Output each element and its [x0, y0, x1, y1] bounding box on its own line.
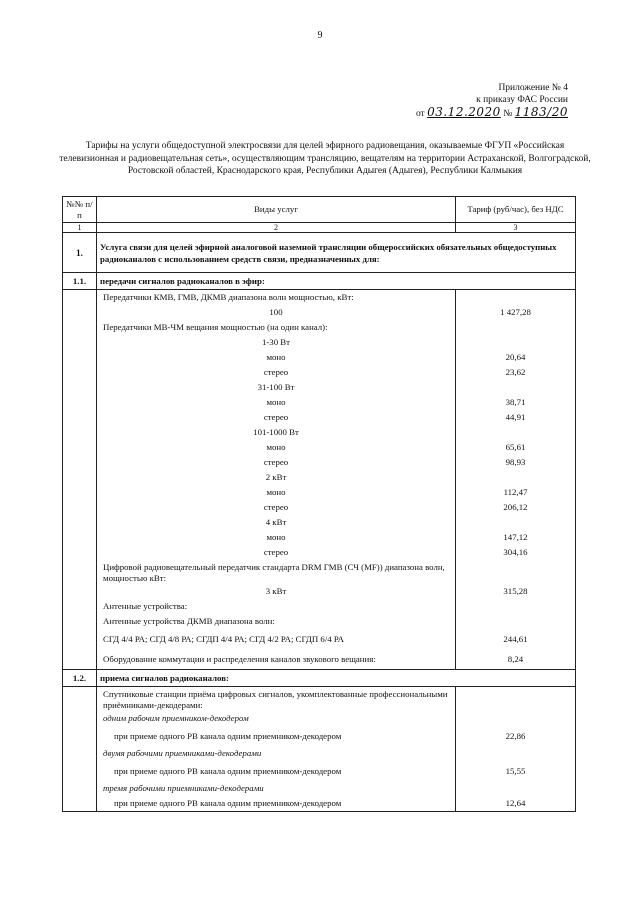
service-line [100, 515, 452, 530]
service-name: Антенные устройства ДКМВ диапазона волн: [103, 616, 275, 626]
column-index-3: 3 [456, 223, 576, 233]
annex-title: Приложение № 4 [498, 83, 568, 93]
service-name: 4 кВт [265, 517, 287, 527]
tariff-value: 20,64 [505, 352, 526, 362]
subsection-1-1-row [63, 273, 576, 290]
service-name: Цифровой радиовещательный передатчик стандарта DRM ГМВ (СЧ (MF)) диапазона волн, мощностью кВт: [103, 562, 445, 583]
tariff-value [459, 515, 572, 530]
annex-date-prefix: от [415, 109, 425, 119]
subsection-1-2-services [97, 687, 456, 812]
service-line [100, 711, 452, 726]
service-name: 2 кВт [265, 472, 287, 482]
column-index-1: 1 [63, 223, 97, 233]
tariff-value: 12,64 [505, 798, 526, 808]
service-name: при приеме одного РВ канала одним приемником-декодером [114, 766, 342, 776]
service-line [100, 485, 452, 500]
service-line [100, 350, 452, 365]
service-name: Передатчики КМВ, ГМВ, ДКМВ диапазона волн мощностью, кВт: [103, 292, 354, 302]
tariff-value [459, 711, 572, 726]
subsection-1-2-number: 1.2. [63, 670, 97, 687]
subsection-1-2-tariffs [456, 687, 576, 812]
header-service: Виды услуг [97, 197, 456, 223]
annex-date-line [368, 106, 568, 120]
tariff-value: 244,61 [503, 634, 528, 644]
tariff-value: 38,71 [505, 397, 526, 407]
service-name: СГД 4/4 РА; СГД 4/8 РА; СГДП 4/4 РА; СГД 4/2 РА; СГДП 6/4 РА [103, 634, 344, 644]
column-index-2: 2 [97, 223, 456, 233]
tariff-value: 147,12 [503, 532, 528, 542]
tariff-value: 44,91 [505, 412, 526, 422]
service-line [100, 761, 452, 781]
service-line [100, 629, 452, 649]
subsection-1-1-number: 1.1. [63, 273, 97, 290]
tariff-value: 65,61 [505, 442, 526, 452]
column-index-row [63, 223, 576, 233]
service-name: тремя рабочими приемниками-декодерами [103, 783, 264, 793]
service-name: Передатчики МВ-ЧМ вещания мощностью (на один канал): [103, 322, 328, 332]
service-line [100, 584, 452, 599]
tariff-value: 98,93 [505, 457, 526, 467]
header-tariff: Тариф (руб/час), без НДС [456, 197, 576, 223]
service-line [100, 290, 452, 305]
tariff-value [459, 470, 572, 485]
tariff-value: 304,16 [503, 547, 528, 557]
service-line [100, 380, 452, 395]
service-name: 3 кВт [265, 586, 287, 596]
tariff-value [459, 687, 572, 711]
service-name: стерео [263, 457, 289, 467]
service-line [100, 500, 452, 515]
service-name: моно [266, 352, 286, 362]
service-line [100, 440, 452, 455]
service-line [100, 395, 452, 410]
tariff-value [459, 560, 572, 584]
service-line [100, 320, 452, 335]
subsection-1-1-tariffs [456, 290, 576, 670]
tariff-value: 206,12 [503, 502, 528, 512]
service-name: двумя рабочими приемниками-декодерами [103, 748, 262, 758]
service-name: Антенные устройства: [103, 601, 188, 611]
section-1-name: Услуга связи для целей эфирной аналоговой наземной трансляции общероссийских обязательных общедоступных радиоканалов с использованием средств связи, предназначенных для: [97, 233, 576, 273]
tariff-value [459, 290, 572, 305]
service-line [100, 781, 452, 796]
service-name: 1-30 Вт [261, 337, 291, 347]
tariff-value [459, 335, 572, 350]
document-title: Тарифы на услуги общедоступной электросвязи для целей эфирного радиовещания, оказываемые ФГУП «Российская телевизионная и радиовещательная сеть», осуществляющим трансляцию, вещателям на территории Астраханской, Волгоградской, Ростовской областей, Краснодарского края, Республики Адыгея (Адыгея), Республики Калмыкия [59, 141, 591, 176]
section-1-row [63, 233, 576, 273]
tariff-value: 8,24 [507, 654, 524, 664]
service-line [100, 410, 452, 425]
service-name: стерео [263, 412, 289, 422]
service-line [100, 796, 452, 811]
service-line [100, 545, 452, 560]
service-name: стерео [263, 367, 289, 377]
service-name: стерео [263, 502, 289, 512]
tariff-table [62, 196, 576, 812]
tariff-value [459, 781, 572, 796]
service-name: при приеме одного РВ канала одним приемником-декодером [114, 731, 342, 741]
service-line [100, 470, 452, 485]
tariff-value: 22,86 [505, 731, 526, 741]
service-name: моно [266, 397, 286, 407]
annex-number-handwritten: 1183/20 [514, 105, 568, 119]
tariff-value: 1 427,28 [500, 307, 531, 317]
tariff-value: 23,62 [505, 367, 526, 377]
tariff-value [459, 320, 572, 335]
page-number: 9 [317, 30, 323, 41]
service-line [100, 305, 452, 320]
service-line [100, 530, 452, 545]
service-line [100, 726, 452, 746]
service-line [100, 560, 452, 584]
subsection-1-1-name: передачи сигналов радиоканалов в эфир: [97, 273, 576, 290]
tariff-value: 315,28 [503, 586, 528, 596]
service-line [100, 335, 452, 350]
subsection-1-1-services [97, 290, 456, 670]
service-name: моно [266, 532, 286, 542]
header-number: №№ п/п [63, 197, 97, 223]
subsection-1-1-body [63, 290, 576, 670]
service-name: Спутниковые станции приёма цифровых сигналов, укомплектованные профессиональными приёмниками-декодерами: [103, 689, 448, 710]
service-name: моно [266, 442, 286, 452]
section-1-number: 1. [63, 233, 97, 273]
service-line [100, 649, 452, 669]
service-name: стерео [263, 547, 289, 557]
annex-number-label: № [503, 109, 513, 119]
table-header-row [63, 197, 576, 223]
service-name: 101-1000 Вт [253, 427, 299, 437]
service-name: одним рабочим приемником-декодером [103, 713, 249, 723]
subsection-1-2-name: приема сигналов радиоканалов: [97, 670, 576, 687]
service-name: 100 [269, 307, 283, 317]
service-name: 31-100 Вт [257, 382, 295, 392]
service-name: при приеме одного РВ канала одним приемником-декодером [114, 798, 342, 808]
service-line [100, 455, 452, 470]
service-line [100, 687, 452, 711]
annex-block [368, 82, 568, 120]
service-line [100, 365, 452, 380]
subsection-1-2-row [63, 670, 576, 687]
tariff-value: 15,55 [505, 766, 526, 776]
service-line [100, 614, 452, 629]
subsection-1-2-num-blank [63, 687, 97, 812]
service-line [100, 599, 452, 614]
service-name: моно [266, 487, 286, 497]
tariff-value [459, 380, 572, 395]
tariff-value [459, 746, 572, 761]
tariff-value [459, 614, 572, 629]
service-line [100, 425, 452, 440]
subsection-1-2-body [63, 687, 576, 812]
tariff-value [459, 425, 572, 440]
annex-order: к приказу ФАС России [476, 95, 568, 105]
tariff-value [459, 599, 572, 614]
tariff-value: 112,47 [503, 487, 528, 497]
service-line [100, 746, 452, 761]
subsection-1-1-num-blank [63, 290, 97, 670]
service-name: Оборудование коммутации и распределения каналов звукового вещания: [103, 654, 376, 664]
annex-date-handwritten: 03.12.2020 [427, 105, 501, 119]
